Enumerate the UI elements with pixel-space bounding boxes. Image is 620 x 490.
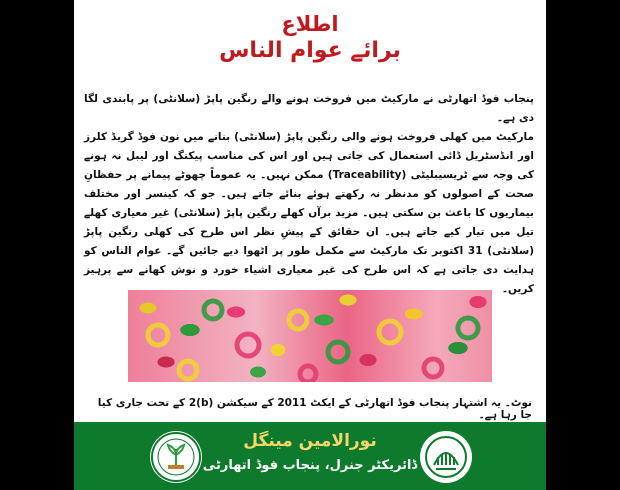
footer-official-role: ڈائریکٹر جنرل، پنجاب فوڈ اتھارٹی [202, 458, 418, 473]
notice-title: اطلاع [281, 12, 339, 36]
government-of-punjab-emblem-icon [420, 431, 472, 483]
notice-subtitle: برائے عوام الناس [219, 38, 401, 63]
colored-papad-photo [128, 290, 492, 382]
footer-official-name: نورالامین مینگل [243, 431, 377, 451]
notice-page [74, 0, 546, 490]
notice-body [84, 90, 534, 299]
body-paragraph-2: مارکیٹ میں کھلی فروخت ہونے والی رنگین پاپڑ (سلانٹی) بنانے میں نون فوڈ گریڈ کلرز اور انڈسٹریل ڈائی استعمال کی جاتی ہیں اور اس کی مناسب پیکنگ اور لیبل نہ ہونے کی وجہ سے ٹریسیبلیٹی (Traceability) ممکن نہیں۔ یہ عموماً چھوٹے پیمانے پر حفظانِ صحت کے اصولوں کو مدنظر نہ رکھتے ہوئے بنائے جاتے ہیں۔ جو کہ کینسر اور مختلف بیماریوں کا باعث بن سکتی ہیں۔ مزید برآں کھلے رنگین پاپڑ (سلانٹی) غیر معیاری کھلے تیل میں تیار کیے جاتے ہیں۔ ان حقائق کے پیشِ نظر اس طرح کی کھلی رنگین پاپڑ (سلانٹی) 31 اکتوبر تک مارکیٹ سے مکمل طور پر اٹھوا دیے جائیں گے۔ عوام الناس کو ہدایت دی جاتی ہے کہ اس طرح کی غیر معیاری اشیاء خورد و نوش کھانے سے پرہیز کریں۔ [84, 131, 535, 295]
body-paragraph-1: پنجاب فوڈ اتھارٹی نے مارکیٹ میں فروخت ہونے والے رنگین پاپڑ (سلانٹی) پر پابندی لگا دی ہے۔ [84, 93, 534, 124]
footer-banner [74, 422, 546, 490]
papad-pattern-icon [128, 290, 492, 382]
legal-note: نوٹ۔ یہ اشتہار پنجاب فوڈ اتھارٹی کے ایکٹ 2011 کے سیکشن (b)2 کے تحت جاری کیا جا رہا ہے۔ [97, 397, 532, 421]
